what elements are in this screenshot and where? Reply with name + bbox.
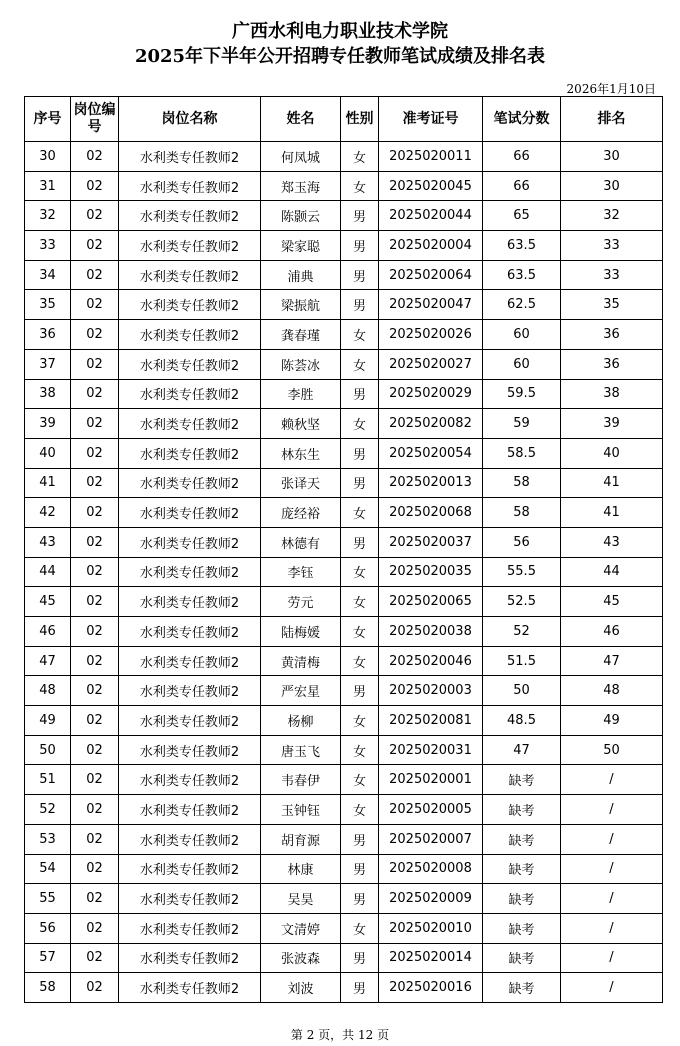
cell-post-code: 02: [71, 617, 119, 647]
cell-post-name: 水利类专任教师2: [119, 231, 261, 261]
cell-gender: 女: [341, 765, 379, 795]
cell-post-code: 02: [71, 884, 119, 914]
cell-index: 48: [25, 676, 71, 706]
cell-name: 陈荟冰: [261, 349, 341, 379]
cell-index: 37: [25, 349, 71, 379]
cell-post-name: 水利类专任教师2: [119, 171, 261, 201]
cell-name: 赖秋坚: [261, 409, 341, 439]
cell-ticket-number: 2025020027: [379, 349, 483, 379]
cell-index: 53: [25, 824, 71, 854]
cell-ticket-number: 2025020026: [379, 320, 483, 350]
cell-post-name: 水利类专任教师2: [119, 201, 261, 231]
cell-score: 47: [483, 735, 561, 765]
cell-score: 缺考: [483, 824, 561, 854]
cell-post-name: 水利类专任教师2: [119, 943, 261, 973]
cell-ticket-number: 2025020037: [379, 527, 483, 557]
cell-rank: /: [561, 854, 663, 884]
table-row: [25, 706, 663, 736]
cell-rank: 48: [561, 676, 663, 706]
cell-post-code: 02: [71, 646, 119, 676]
cell-post-name: 水利类专任教师2: [119, 973, 261, 1003]
cell-score: 48.5: [483, 706, 561, 736]
cell-post-code: 02: [71, 706, 119, 736]
cell-index: 32: [25, 201, 71, 231]
col-header-index: 序号: [25, 97, 71, 142]
cell-index: 58: [25, 973, 71, 1003]
table-row: [25, 320, 663, 350]
cell-index: 44: [25, 557, 71, 587]
publish-date: 2026年1月10日: [566, 82, 656, 96]
cell-post-name: 水利类专任教师2: [119, 795, 261, 825]
cell-name: 林东生: [261, 438, 341, 468]
table-row: [25, 290, 663, 320]
cell-rank: 35: [561, 290, 663, 320]
table-row: [25, 884, 663, 914]
cell-rank: /: [561, 765, 663, 795]
cell-post-code: 02: [71, 795, 119, 825]
cell-name: 文清婷: [261, 913, 341, 943]
cell-index: 38: [25, 379, 71, 409]
cell-index: 49: [25, 706, 71, 736]
cell-post-name: 水利类专任教师2: [119, 260, 261, 290]
cell-score: 56: [483, 527, 561, 557]
cell-index: 50: [25, 735, 71, 765]
cell-index: 34: [25, 260, 71, 290]
col-header-score: 笔试分数: [483, 97, 561, 142]
cell-ticket-number: 2025020054: [379, 438, 483, 468]
cell-rank: 46: [561, 617, 663, 647]
cell-index: 39: [25, 409, 71, 439]
cell-rank: /: [561, 884, 663, 914]
cell-ticket-number: 2025020016: [379, 973, 483, 1003]
table-row: [25, 765, 663, 795]
cell-index: 40: [25, 438, 71, 468]
table-row: [25, 171, 663, 201]
table-row: [25, 854, 663, 884]
cell-score: 缺考: [483, 765, 561, 795]
cell-post-name: 水利类专任教师2: [119, 676, 261, 706]
cell-post-name: 水利类专任教师2: [119, 735, 261, 765]
cell-score: 66: [483, 171, 561, 201]
table-row: [25, 260, 663, 290]
cell-name: 何凤城: [261, 142, 341, 172]
cell-rank: 43: [561, 527, 663, 557]
cell-post-code: 02: [71, 765, 119, 795]
cell-score: 58: [483, 468, 561, 498]
table-row: [25, 438, 663, 468]
cell-index: 30: [25, 142, 71, 172]
cell-rank: 30: [561, 142, 663, 172]
col-header-post-code: 岗位编号: [71, 97, 119, 142]
cell-post-code: 02: [71, 854, 119, 884]
cell-rank: /: [561, 913, 663, 943]
cell-score: 59: [483, 409, 561, 439]
col-header-gender: 性别: [341, 97, 379, 142]
cell-post-code: 02: [71, 142, 119, 172]
table-row: [25, 379, 663, 409]
cell-ticket-number: 2025020068: [379, 498, 483, 528]
table-row: [25, 913, 663, 943]
cell-rank: /: [561, 795, 663, 825]
cell-post-code: 02: [71, 587, 119, 617]
cell-gender: 男: [341, 438, 379, 468]
cell-name: 韦春伊: [261, 765, 341, 795]
cell-post-name: 水利类专任教师2: [119, 438, 261, 468]
cell-ticket-number: 2025020031: [379, 735, 483, 765]
cell-index: 55: [25, 884, 71, 914]
cell-score: 52.5: [483, 587, 561, 617]
cell-rank: 33: [561, 231, 663, 261]
cell-post-code: 02: [71, 379, 119, 409]
cell-gender: 女: [341, 587, 379, 617]
cell-gender: 女: [341, 349, 379, 379]
cell-score: 66: [483, 142, 561, 172]
cell-post-code: 02: [71, 171, 119, 201]
cell-rank: 41: [561, 468, 663, 498]
cell-index: 41: [25, 468, 71, 498]
table-row: [25, 142, 663, 172]
cell-name: 玉钟钰: [261, 795, 341, 825]
cell-name: 李胜: [261, 379, 341, 409]
cell-post-name: 水利类专任教师2: [119, 884, 261, 914]
cell-ticket-number: 2025020064: [379, 260, 483, 290]
cell-post-code: 02: [71, 349, 119, 379]
cell-post-code: 02: [71, 201, 119, 231]
cell-index: 42: [25, 498, 71, 528]
cell-index: 31: [25, 171, 71, 201]
cell-index: 47: [25, 646, 71, 676]
cell-name: 杨柳: [261, 706, 341, 736]
cell-post-code: 02: [71, 498, 119, 528]
cell-post-name: 水利类专任教师2: [119, 379, 261, 409]
col-header-post-name: 岗位名称: [119, 97, 261, 142]
cell-ticket-number: 2025020029: [379, 379, 483, 409]
cell-ticket-number: 2025020047: [379, 290, 483, 320]
cell-gender: 男: [341, 943, 379, 973]
cell-rank: 49: [561, 706, 663, 736]
cell-post-name: 水利类专任教师2: [119, 142, 261, 172]
cell-index: 45: [25, 587, 71, 617]
cell-name: 唐玉飞: [261, 735, 341, 765]
table-row: [25, 468, 663, 498]
table-row: [25, 646, 663, 676]
cell-score: 51.5: [483, 646, 561, 676]
cell-name: 林德有: [261, 527, 341, 557]
cell-name: 梁家聪: [261, 231, 341, 261]
cell-rank: 33: [561, 260, 663, 290]
cell-post-code: 02: [71, 438, 119, 468]
cell-post-name: 水利类专任教师2: [119, 498, 261, 528]
cell-name: 陈颢云: [261, 201, 341, 231]
cell-gender: 女: [341, 320, 379, 350]
cell-rank: 30: [561, 171, 663, 201]
cell-name: 张译天: [261, 468, 341, 498]
cell-ticket-number: 2025020046: [379, 646, 483, 676]
cell-gender: 女: [341, 913, 379, 943]
cell-score: 59.5: [483, 379, 561, 409]
cell-gender: 女: [341, 646, 379, 676]
cell-ticket-number: 2025020001: [379, 765, 483, 795]
cell-ticket-number: 2025020004: [379, 231, 483, 261]
cell-ticket-number: 2025020065: [379, 587, 483, 617]
cell-name: 庞经裕: [261, 498, 341, 528]
cell-rank: 38: [561, 379, 663, 409]
cell-post-name: 水利类专任教师2: [119, 646, 261, 676]
cell-score: 50: [483, 676, 561, 706]
cell-index: 51: [25, 765, 71, 795]
col-header-ticket-number: 准考证号: [379, 97, 483, 142]
cell-index: 36: [25, 320, 71, 350]
cell-name: 龚春瑾: [261, 320, 341, 350]
cell-post-name: 水利类专任教师2: [119, 765, 261, 795]
cell-rank: 47: [561, 646, 663, 676]
cell-post-name: 水利类专任教师2: [119, 824, 261, 854]
cell-post-code: 02: [71, 973, 119, 1003]
cell-gender: 女: [341, 735, 379, 765]
cell-gender: 女: [341, 409, 379, 439]
document-subtitle: 2025年下半年公开招聘专任教师笔试成绩及排名表: [134, 46, 546, 67]
cell-post-name: 水利类专任教师2: [119, 587, 261, 617]
cell-gender: 女: [341, 142, 379, 172]
cell-name: 胡育源: [261, 824, 341, 854]
cell-gender: 男: [341, 854, 379, 884]
cell-gender: 女: [341, 171, 379, 201]
cell-post-name: 水利类专任教师2: [119, 617, 261, 647]
cell-ticket-number: 2025020010: [379, 913, 483, 943]
cell-score: 63.5: [483, 231, 561, 261]
cell-post-code: 02: [71, 290, 119, 320]
table-row: [25, 676, 663, 706]
cell-rank: 36: [561, 349, 663, 379]
cell-name: 严宏星: [261, 676, 341, 706]
cell-post-code: 02: [71, 231, 119, 261]
cell-post-name: 水利类专任教师2: [119, 468, 261, 498]
cell-name: 黄清梅: [261, 646, 341, 676]
cell-score: 缺考: [483, 943, 561, 973]
cell-gender: 男: [341, 973, 379, 1003]
cell-score: 60: [483, 320, 561, 350]
table-row: [25, 587, 663, 617]
cell-ticket-number: 2025020011: [379, 142, 483, 172]
cell-gender: 男: [341, 824, 379, 854]
cell-gender: 男: [341, 527, 379, 557]
cell-ticket-number: 2025020038: [379, 617, 483, 647]
cell-ticket-number: 2025020005: [379, 795, 483, 825]
cell-score: 缺考: [483, 973, 561, 1003]
cell-post-code: 02: [71, 468, 119, 498]
cell-post-code: 02: [71, 676, 119, 706]
cell-gender: 男: [341, 290, 379, 320]
cell-post-code: 02: [71, 735, 119, 765]
cell-index: 54: [25, 854, 71, 884]
cell-ticket-number: 2025020081: [379, 706, 483, 736]
cell-score: 缺考: [483, 795, 561, 825]
cell-name: 郑玉海: [261, 171, 341, 201]
cell-post-code: 02: [71, 557, 119, 587]
table-row: [25, 973, 663, 1003]
cell-name: 林康: [261, 854, 341, 884]
cell-post-name: 水利类专任教师2: [119, 320, 261, 350]
table-row: [25, 231, 663, 261]
table-row: [25, 735, 663, 765]
cell-gender: 男: [341, 468, 379, 498]
cell-index: 57: [25, 943, 71, 973]
cell-post-code: 02: [71, 527, 119, 557]
cell-post-name: 水利类专任教师2: [119, 706, 261, 736]
cell-gender: 女: [341, 498, 379, 528]
cell-score: 58: [483, 498, 561, 528]
cell-post-name: 水利类专任教师2: [119, 527, 261, 557]
cell-post-code: 02: [71, 943, 119, 973]
cell-index: 35: [25, 290, 71, 320]
cell-ticket-number: 2025020009: [379, 884, 483, 914]
cell-ticket-number: 2025020045: [379, 171, 483, 201]
table-row: [25, 617, 663, 647]
cell-score: 65: [483, 201, 561, 231]
cell-score: 缺考: [483, 884, 561, 914]
table-row: [25, 824, 663, 854]
page-footer: 第 2 页，共 12 页: [290, 1028, 390, 1042]
table-row: [25, 409, 663, 439]
cell-ticket-number: 2025020007: [379, 824, 483, 854]
cell-gender: 男: [341, 231, 379, 261]
cell-rank: 41: [561, 498, 663, 528]
cell-post-name: 水利类专任教师2: [119, 409, 261, 439]
cell-gender: 女: [341, 795, 379, 825]
cell-rank: 44: [561, 557, 663, 587]
cell-index: 33: [25, 231, 71, 261]
cell-name: 浦典: [261, 260, 341, 290]
table-row: [25, 943, 663, 973]
cell-ticket-number: 2025020003: [379, 676, 483, 706]
cell-gender: 男: [341, 379, 379, 409]
cell-name: 劳元: [261, 587, 341, 617]
cell-name: 刘波: [261, 973, 341, 1003]
document-title: 广西水利电力职业技术学院: [232, 21, 448, 42]
cell-name: 李钰: [261, 557, 341, 587]
cell-ticket-number: 2025020014: [379, 943, 483, 973]
cell-post-name: 水利类专任教师2: [119, 913, 261, 943]
cell-gender: 女: [341, 706, 379, 736]
cell-index: 43: [25, 527, 71, 557]
table-body: [25, 142, 663, 1003]
cell-ticket-number: 2025020082: [379, 409, 483, 439]
cell-post-name: 水利类专任教师2: [119, 290, 261, 320]
cell-rank: /: [561, 943, 663, 973]
cell-gender: 男: [341, 884, 379, 914]
table-row: [25, 527, 663, 557]
cell-rank: 32: [561, 201, 663, 231]
cell-ticket-number: 2025020008: [379, 854, 483, 884]
cell-score: 缺考: [483, 913, 561, 943]
cell-rank: 40: [561, 438, 663, 468]
cell-name: 梁振航: [261, 290, 341, 320]
cell-score: 缺考: [483, 854, 561, 884]
table-row: [25, 498, 663, 528]
cell-score: 58.5: [483, 438, 561, 468]
cell-gender: 男: [341, 676, 379, 706]
cell-rank: /: [561, 824, 663, 854]
cell-post-name: 水利类专任教师2: [119, 557, 261, 587]
cell-rank: /: [561, 973, 663, 1003]
cell-score: 62.5: [483, 290, 561, 320]
table-row: [25, 557, 663, 587]
cell-post-name: 水利类专任教师2: [119, 854, 261, 884]
cell-name: 吴昊: [261, 884, 341, 914]
cell-rank: 50: [561, 735, 663, 765]
table-row: [25, 349, 663, 379]
cell-post-code: 02: [71, 913, 119, 943]
cell-index: 46: [25, 617, 71, 647]
cell-name: 张波森: [261, 943, 341, 973]
cell-index: 52: [25, 795, 71, 825]
table-row: [25, 795, 663, 825]
table-header-row: [25, 97, 663, 142]
cell-post-code: 02: [71, 409, 119, 439]
cell-rank: 39: [561, 409, 663, 439]
cell-ticket-number: 2025020035: [379, 557, 483, 587]
col-header-name: 姓名: [261, 97, 341, 142]
cell-post-name: 水利类专任教师2: [119, 349, 261, 379]
cell-ticket-number: 2025020044: [379, 201, 483, 231]
cell-gender: 女: [341, 617, 379, 647]
cell-gender: 女: [341, 557, 379, 587]
cell-index: 56: [25, 913, 71, 943]
cell-gender: 男: [341, 260, 379, 290]
cell-post-code: 02: [71, 824, 119, 854]
table-row: [25, 201, 663, 231]
cell-score: 63.5: [483, 260, 561, 290]
cell-rank: 45: [561, 587, 663, 617]
cell-post-code: 02: [71, 320, 119, 350]
score-table: [24, 96, 663, 1003]
cell-post-code: 02: [71, 260, 119, 290]
cell-rank: 36: [561, 320, 663, 350]
cell-ticket-number: 2025020013: [379, 468, 483, 498]
cell-name: 陆梅媛: [261, 617, 341, 647]
col-header-rank: 排名: [561, 97, 663, 142]
cell-score: 60: [483, 349, 561, 379]
cell-gender: 男: [341, 201, 379, 231]
cell-score: 55.5: [483, 557, 561, 587]
cell-score: 52: [483, 617, 561, 647]
